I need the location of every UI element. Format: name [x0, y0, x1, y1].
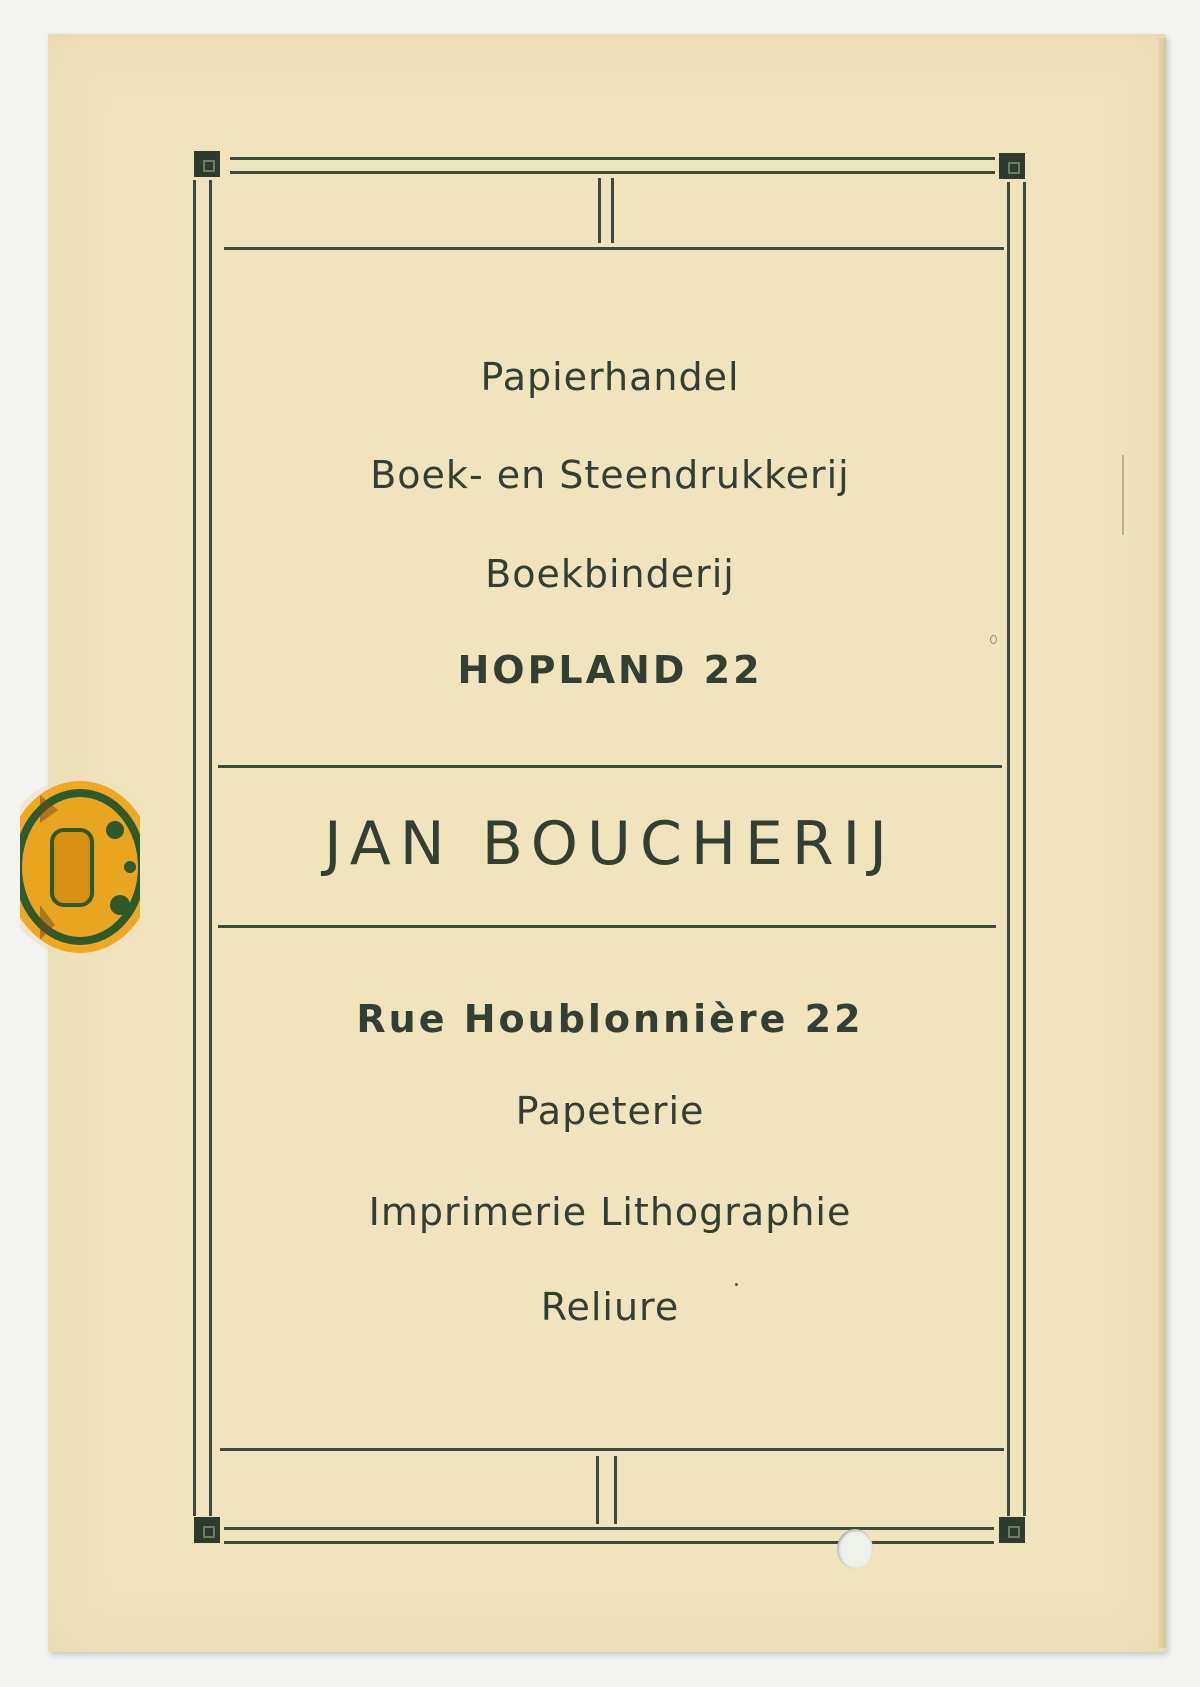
paper-speck	[990, 635, 997, 644]
french-line-reliure: Reliure	[540, 1285, 680, 1329]
frame-left-line-inner	[209, 180, 212, 1516]
frame-bottom-center-bar-left	[596, 1456, 599, 1524]
frame-right-line-inner	[1007, 182, 1010, 1516]
frame-left-line-outer	[193, 180, 196, 1516]
corner-ornament-bottom-left	[194, 1517, 220, 1543]
corner-ornament-top-right	[999, 153, 1025, 179]
paper-mark	[1122, 455, 1124, 535]
frame-bottom-line-outer	[224, 1541, 994, 1544]
paper-speck	[735, 1283, 738, 1286]
french-address: Rue Houblonnière 22	[356, 997, 864, 1041]
dutch-line-papierhandel: Papierhandel	[480, 355, 740, 399]
dutch-address: HOPLAND 22	[457, 648, 763, 692]
frame-top-inner-rule	[224, 247, 1004, 250]
dutch-line-boekbinderij: Boekbinderij	[485, 552, 735, 596]
frame-right-line-outer	[1023, 182, 1026, 1516]
french-line-imprimerie: Imprimerie Lithographie	[368, 1190, 852, 1234]
frame-top-center-bar-left	[598, 178, 601, 243]
name-divider-top	[218, 765, 1002, 768]
frame-top-line-inner	[230, 171, 995, 174]
frame-top-line-outer	[230, 157, 995, 160]
frame-top-center-bar-right	[611, 178, 614, 243]
french-line-papeterie: Papeterie	[515, 1089, 705, 1133]
dutch-line-drukkerij: Boek- en Steendrukkerij	[370, 453, 850, 497]
corner-ornament-bottom-right	[999, 1517, 1025, 1543]
corner-ornament-top-left	[194, 151, 220, 177]
company-name: JAN BOUCHERIJ	[324, 809, 896, 879]
frame-bottom-line-inner	[224, 1527, 994, 1530]
name-divider-bottom	[218, 925, 996, 928]
punch-hole	[837, 1529, 873, 1569]
frame-bottom-center-bar-right	[614, 1456, 617, 1524]
frame-bottom-inner-rule	[220, 1448, 1004, 1451]
seal-sticker-icon	[20, 775, 140, 960]
